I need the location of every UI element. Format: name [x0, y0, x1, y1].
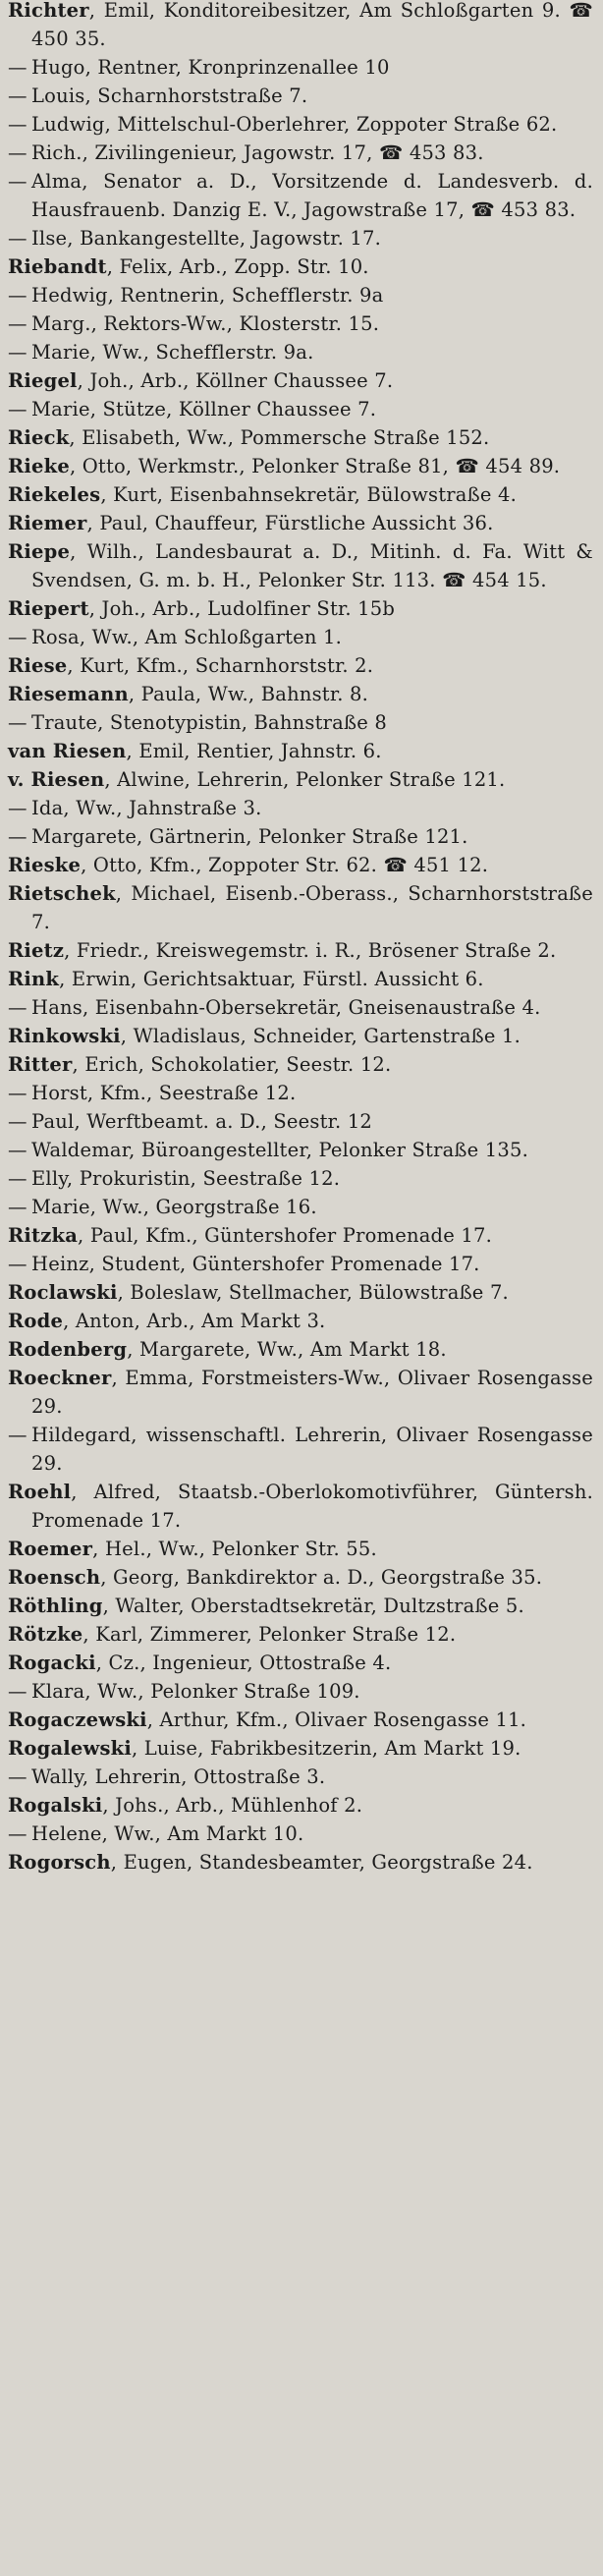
entry-details: , Boleslaw, Stellmacher, Bülowstraße 7. [117, 1281, 509, 1304]
directory-entry [8, 224, 593, 252]
continuation-dash: — [8, 1082, 27, 1104]
directory-entry [8, 537, 593, 594]
directory-entry [8, 309, 593, 338]
entry-details: , Felix, Arb., Zopp. Str. 10. [106, 255, 369, 278]
entry-surname: Rogalewski [8, 1737, 132, 1760]
directory-entry [8, 167, 593, 224]
entry-details: Marie, Ww., Georgstraße 16. [31, 1196, 317, 1218]
entry-details: Ida, Ww., Jahnstraße 3. [31, 797, 262, 819]
continuation-dash: — [8, 1424, 27, 1446]
directory-entry [8, 708, 593, 737]
continuation-dash: — [8, 626, 27, 648]
entry-details: Helene, Ww., Am Markt 10. [31, 1822, 304, 1845]
directory-entry [8, 1848, 593, 1876]
entry-details: Heinz, Student, Güntershofer Promenade 17. [31, 1253, 480, 1275]
entry-details: Waldemar, Büroangestellter, Pelonker Straße 135. [31, 1139, 529, 1161]
directory-entry [8, 82, 593, 110]
entry-details: Rich., Zivilingenieur, Jagowstr. 17, ☎ 453 83. [31, 141, 484, 164]
entry-details: , Luise, Fabrikbesitzerin, Am Markt 19. [131, 1737, 521, 1760]
continuation-dash: — [8, 284, 27, 307]
entry-details: Paul, Werftbeamt. a. D., Seestr. 12 [31, 1110, 373, 1133]
directory-entry [8, 1763, 593, 1791]
entry-details: , Elisabeth, Ww., Pommersche Straße 152. [69, 426, 490, 449]
entry-surname: Rietschek [8, 882, 116, 905]
continuation-dash: — [8, 113, 27, 136]
entry-details: , Michael, Eisenb.-Oberass., Scharnhorststraße 7. [31, 882, 593, 933]
directory-entry [8, 1734, 593, 1763]
directory-entry [8, 1136, 593, 1164]
entry-details: Marg., Rektors-Ww., Klosterstr. 15. [31, 312, 380, 335]
continuation-dash: — [8, 1139, 27, 1161]
directory-entry [8, 480, 593, 509]
directory-entry [8, 1364, 593, 1421]
entry-surname: Riepe [8, 540, 71, 563]
directory-entry [8, 822, 593, 851]
continuation-dash: — [8, 825, 27, 848]
entry-surname: Rink [8, 968, 60, 990]
entry-surname: Rinkowski [8, 1025, 121, 1047]
continuation-dash: — [8, 996, 27, 1019]
entry-details: Margarete, Gärtnerin, Pelonker Straße 121. [31, 825, 468, 848]
entry-surname: Riepert [8, 597, 89, 620]
entry-details: Louis, Scharnhorststraße 7. [31, 84, 308, 107]
entry-details: , Friedr., Kreiswegemstr. i. R., Brösener Straße 2. [64, 939, 557, 962]
entry-details: , Cz., Ingenieur, Ottostraße 4. [95, 1652, 392, 1674]
entry-surname: Rötzke [8, 1623, 83, 1646]
entry-details: Hedwig, Rentnerin, Schefflerstr. 9a [31, 284, 384, 307]
entry-details: , Emma, Forstmeisters-Ww., Olivaer Rosengasse 29. [31, 1367, 593, 1418]
continuation-dash: — [8, 312, 27, 335]
continuation-dash: — [8, 1765, 27, 1788]
continuation-dash: — [8, 797, 27, 819]
entry-details: , Otto, Werkmstr., Pelonker Straße 81, ☎ 454 89. [69, 455, 561, 477]
entry-details: , Johs., Arb., Mühlenhof 2. [102, 1794, 363, 1817]
entry-surname: Rogalski [8, 1794, 103, 1817]
directory-entry [8, 53, 593, 82]
entry-surname: Roehl [8, 1481, 72, 1503]
directory-entry [8, 139, 593, 167]
directory-entry [8, 965, 593, 993]
entry-details: , Wladislaus, Schneider, Gartenstraße 1. [120, 1025, 521, 1047]
directory-entry [8, 1221, 593, 1250]
directory-entry [8, 1820, 593, 1848]
directory-entry [8, 651, 593, 680]
entry-details: , Hel., Ww., Pelonker Str. 55. [92, 1538, 377, 1560]
directory-entry [8, 1307, 593, 1335]
entry-details: , Alfred, Staatsb.-Oberlokomotivführer, Güntersh. Promenade 17. [31, 1481, 593, 1532]
entry-details: , Karl, Zimmerer, Pelonker Straße 12. [82, 1623, 457, 1646]
directory-entry [8, 1421, 593, 1478]
directory-entry-list [8, 0, 593, 1876]
entry-details: , Arthur, Kfm., Olivaer Rosengasse 11. [146, 1708, 527, 1731]
directory-entry [8, 594, 593, 623]
directory-entry [8, 1563, 593, 1592]
continuation-dash: — [8, 56, 27, 79]
directory-entry [8, 1791, 593, 1820]
continuation-dash: — [8, 398, 27, 420]
entry-surname: Riebandt [8, 255, 107, 278]
entry-details: , Kurt, Kfm., Scharnhorststr. 2. [67, 654, 374, 677]
entry-surname: Rogacki [8, 1652, 96, 1674]
directory-entry [8, 1079, 593, 1107]
entry-details: , Georg, Bankdirektor a. D., Georgstraße 35. [100, 1566, 543, 1589]
directory-entry [8, 395, 593, 423]
directory-entry [8, 252, 593, 281]
entry-details: , Alwine, Lehrerin, Pelonker Straße 121. [104, 768, 506, 791]
directory-entry [8, 1022, 593, 1050]
directory-entry [8, 110, 593, 139]
directory-entry [8, 423, 593, 452]
entry-details: , Emil, Rentier, Jahnstr. 6. [126, 740, 382, 762]
directory-entry [8, 1050, 593, 1079]
entry-details: , Joh., Arb., Köllner Chaussee 7. [77, 369, 394, 392]
directory-entry [8, 366, 593, 395]
entry-details: , Anton, Arb., Am Markt 3. [63, 1310, 326, 1332]
directory-entry [8, 936, 593, 965]
entry-details: , Margarete, Ww., Am Markt 18. [127, 1338, 447, 1361]
directory-entry [8, 851, 593, 879]
entry-surname: Rieske [8, 854, 82, 876]
continuation-dash: — [8, 341, 27, 364]
directory-entry [8, 794, 593, 822]
entry-details: , Kurt, Eisenbahnsekretär, Bülowstraße 4. [100, 483, 517, 506]
entry-surname: Rieck [8, 426, 70, 449]
entry-surname: Riese [8, 654, 68, 677]
entry-details: Klara, Ww., Pelonker Straße 109. [31, 1680, 360, 1703]
directory-entry [8, 281, 593, 309]
directory-entry [8, 993, 593, 1022]
directory-entry [8, 1535, 593, 1563]
continuation-dash: — [8, 711, 27, 734]
entry-surname: Rogaczewski [8, 1708, 147, 1731]
entry-details: Hildegard, wissenschaftl. Lehrerin, Olivaer Rosengasse 29. [31, 1424, 593, 1475]
entry-details: Traute, Stenotypistin, Bahnstraße 8 [31, 711, 387, 734]
entry-details: , Emil, Konditoreibesitzer, Am Schloßgarten 9. ☎ 450 35. [31, 0, 593, 50]
entry-surname: Roemer [8, 1538, 93, 1560]
directory-entry [8, 1620, 593, 1649]
directory-entry [8, 1706, 593, 1734]
entry-details: Alma, Senator a. D., Vorsitzende d. Landesverb. d. Hausfrauenb. Danzig E. V., Jagowstraße 17, ☎ 453 83. [31, 170, 593, 221]
entry-surname: v. Riesen [8, 768, 105, 791]
directory-entry [8, 1592, 593, 1620]
entry-details: Wally, Lehrerin, Ottostraße 3. [31, 1765, 326, 1788]
entry-details: Horst, Kfm., Seestraße 12. [31, 1082, 297, 1104]
continuation-dash: — [8, 1167, 27, 1190]
entry-details: , Erwin, Gerichtsaktuar, Fürstl. Aussicht 6. [59, 968, 484, 990]
directory-entry [8, 1193, 593, 1221]
entry-details: , Paula, Ww., Bahnstr. 8. [128, 683, 369, 705]
entry-surname: van Riesen [8, 740, 127, 762]
entry-surname: Roeckner [8, 1367, 112, 1389]
continuation-dash: — [8, 1196, 27, 1218]
entry-details: Rosa, Ww., Am Schloßgarten 1. [31, 626, 343, 648]
entry-details: , Erich, Schokolatier, Seestr. 12. [72, 1053, 392, 1076]
entry-details: Hugo, Rentner, Kronprinzenallee 10 [31, 56, 390, 79]
directory-entry [8, 1649, 593, 1677]
continuation-dash: — [8, 170, 27, 193]
entry-details: , Wilh., Landesbaurat a. D., Mitinh. d. Fa. Witt & Svendsen, G. m. b. H., Pelonker Str. 113. ☎ 454 15. [31, 540, 593, 591]
continuation-dash: — [8, 1110, 27, 1133]
continuation-dash: — [8, 227, 27, 250]
entry-surname: Rogorsch [8, 1851, 111, 1874]
entry-surname: Röthling [8, 1595, 103, 1617]
entry-surname: Richter [8, 0, 89, 22]
continuation-dash: — [8, 141, 27, 164]
entry-details: Marie, Stütze, Köllner Chaussee 7. [31, 398, 377, 420]
continuation-dash: — [8, 84, 27, 107]
continuation-dash: — [8, 1822, 27, 1845]
directory-entry [8, 737, 593, 765]
directory-entry [8, 1250, 593, 1278]
continuation-dash: — [8, 1253, 27, 1275]
entry-details: , Joh., Arb., Ludolfiner Str. 15b [88, 597, 396, 620]
entry-details: Ilse, Bankangestellte, Jagowstr. 17. [31, 227, 382, 250]
directory-entry [8, 1677, 593, 1706]
directory-entry [8, 452, 593, 480]
directory-entry [8, 1107, 593, 1136]
directory-entry [8, 338, 593, 366]
entry-surname: Ritzka [8, 1224, 79, 1247]
entry-surname: Roensch [8, 1566, 101, 1589]
directory-entry [8, 765, 593, 794]
directory-entry [8, 1335, 593, 1364]
entry-details: Ludwig, Mittelschul-Oberlehrer, Zoppoter Straße 62. [31, 113, 558, 136]
directory-entry [8, 1278, 593, 1307]
entry-surname: Roclawski [8, 1281, 118, 1304]
directory-entry [8, 1164, 593, 1193]
entry-details: Marie, Ww., Schefflerstr. 9a. [31, 341, 314, 364]
entry-details: Elly, Prokuristin, Seestraße 12. [31, 1167, 341, 1190]
entry-details: , Paul, Kfm., Güntershofer Promenade 17. [78, 1224, 492, 1247]
entry-details: , Otto, Kfm., Zoppoter Str. 62. ☎ 451 12. [81, 854, 489, 876]
entry-surname: Rieke [8, 455, 70, 477]
entry-surname: Rode [8, 1310, 64, 1332]
directory-entry [8, 680, 593, 708]
entry-details: , Walter, Oberstadtsekretär, Dultzstraße 5. [102, 1595, 524, 1617]
entry-surname: Rodenberg [8, 1338, 128, 1361]
entry-surname: Riemer [8, 512, 87, 534]
directory-entry [8, 1478, 593, 1535]
continuation-dash: — [8, 1680, 27, 1703]
directory-entry [8, 509, 593, 537]
directory-entry [8, 623, 593, 651]
entry-surname: Rietz [8, 939, 65, 962]
entry-surname: Riesemann [8, 683, 129, 705]
entry-surname: Ritter [8, 1053, 73, 1076]
directory-entry [8, 0, 593, 53]
entry-surname: Riekeles [8, 483, 101, 506]
entry-surname: Riegel [8, 369, 78, 392]
entry-details: Hans, Eisenbahn-Obersekretär, Gneisenaustraße 4. [31, 996, 541, 1019]
directory-entry [8, 879, 593, 936]
entry-details: , Eugen, Standesbeamter, Georgstraße 24. [110, 1851, 533, 1874]
entry-details: , Paul, Chauffeur, Fürstliche Aussicht 36. [86, 512, 494, 534]
